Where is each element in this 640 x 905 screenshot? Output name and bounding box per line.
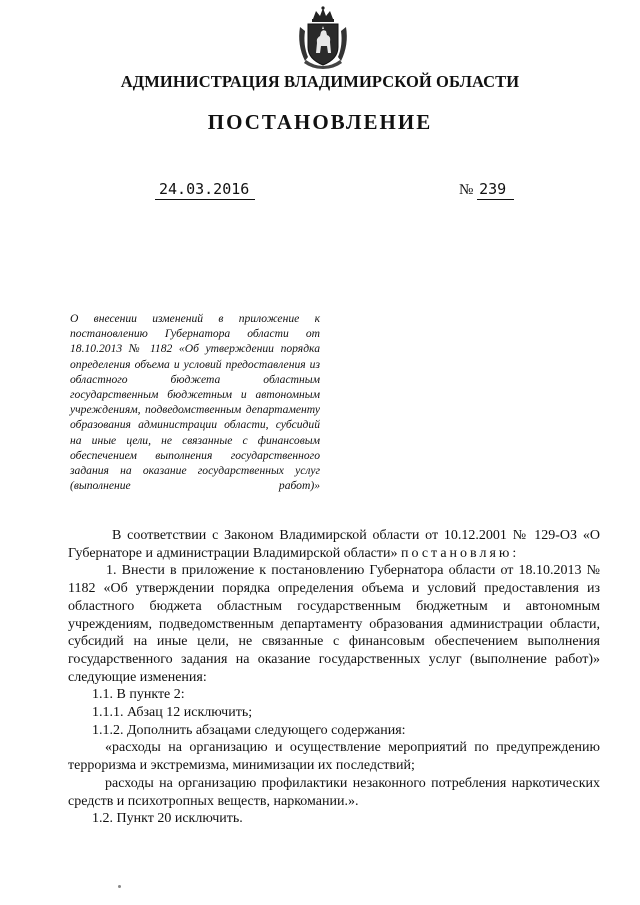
quote-paragraph-1: «расходы на организацию и осуществление мероприятий по предупреждению терроризма и экстремизма, минимизации их последствий; <box>68 740 600 774</box>
document-subject: О внесении изменений в приложение к постановлению Губернатора области от 18.10.2013 № 1182 «Об утверждении порядка определения объема и условий предоставления из областного бюджета областным государственным бюджетным и автономным учреждениям, подведомственным департаменту образования администрации области, субсидий на иные цели, не связанные с финансовым обеспечением выполнения государственного задания на оказание государственных услуг (выполнение работ)» <box>70 312 320 493</box>
document-body <box>68 527 600 828</box>
organization-name: АДМИНИСТРАЦИЯ ВЛАДИМИРСКОЙ ОБЛАСТИ <box>120 72 520 91</box>
item-1-1-1: 1.1.1. Абзац 12 исключить; <box>92 705 253 721</box>
scan-speck <box>118 885 121 888</box>
item-1-1: 1.1. В пункте 2: <box>92 687 185 703</box>
decree-word: постановляю: <box>400 545 520 561</box>
item-1-1-2: 1.1.2. Дополнить абзацами следующего содержания: <box>92 722 406 738</box>
number-prefix: № <box>459 182 474 198</box>
preamble-text: В соответствии с Законом Владимирской области от 10.12.2001 № 129-ОЗ «О Губернаторе и администрации Владимирской области» <box>68 528 600 561</box>
preamble-paragraph <box>68 527 600 562</box>
item-1-2: 1.2. Пункт 20 исключить. <box>92 811 243 827</box>
coat-of-arms-icon <box>296 5 350 71</box>
quote-paragraph-2: расходы на организацию профилактики незаконного потребления наркотических средств и психотропных веществ, наркомании.». <box>68 775 600 809</box>
number-value: 239 <box>477 180 514 200</box>
document-type: ПОСТАНОВЛЕНИЕ <box>207 110 433 134</box>
document-number <box>459 180 514 199</box>
document-date: 24.03.2016 <box>155 180 255 200</box>
item-1: 1. Внести в приложение к постановлению Губернатора области от 18.10.2013 № 1182 «Об утверждении порядка определения объема и условий предоставления из областного бюджета областным государственным бюджетным и автономным учреждениям, подведомственным департаменту образования администрации области, субсидий на иные цели, не связанные с финансовым обеспечением выполнения государственного задания на оказание государственных услуг (выполнение работ)» следующие изменения: <box>68 563 600 685</box>
